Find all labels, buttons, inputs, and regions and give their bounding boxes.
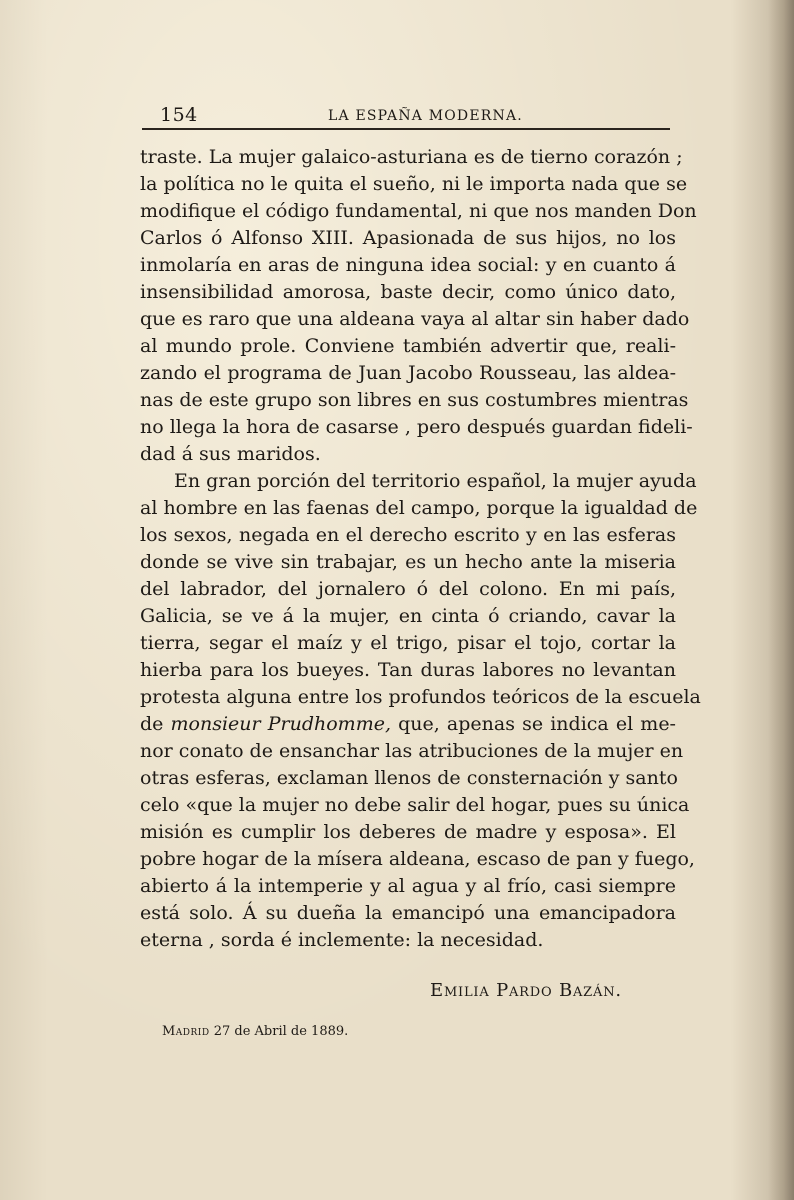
page-header xyxy=(160,98,670,128)
text-line: que es raro que una aldeana vaya al altar sin haber dado xyxy=(140,308,690,330)
text-line: nor conato de ensanchar las atribuciones de la mujer en xyxy=(140,740,684,762)
text-line: misión es cumplir los deberes de madre y esposa». El xyxy=(140,821,676,843)
text-line: otras esferas, exclaman llenos de consternación y santo xyxy=(140,767,678,789)
line-suffix: que, apenas se indica el me- xyxy=(391,713,676,735)
text-line: pobre hogar de la mísera aldeana, escaso de pan y fuego, xyxy=(140,848,695,870)
text-line: abierto á la intemperie y al agua y al frío, casi siempre xyxy=(140,875,676,897)
dateline-date: 27 de Abril de 1889. xyxy=(213,1024,349,1039)
text-line: modifique el código fundamental, ni que nos manden Don xyxy=(140,200,697,222)
author-signature: Emilia Pardo Bazán. xyxy=(430,980,622,1001)
text-line-with-italic xyxy=(140,711,676,738)
dateline-place: Madrid xyxy=(162,1024,210,1039)
text-line: del labrador, del jornalero ó del colono. En mi país, xyxy=(140,578,676,600)
text-line: Carlos ó Alfonso XIII. Apasionada de sus hijos, no los xyxy=(140,227,676,249)
text-line: donde se vive sin trabajar, es un hecho ante la miseria xyxy=(140,551,676,573)
page-edge-shadow xyxy=(768,0,794,1200)
italic-phrase: monsieur Prudhomme, xyxy=(170,713,391,735)
text-line: eterna , sorda é inclemente: la necesidad. xyxy=(140,929,544,951)
text-line: inmolaría en aras de ninguna idea social: y en cuanto á xyxy=(140,254,676,276)
text-line: dad á sus maridos. xyxy=(140,443,321,465)
dateline xyxy=(162,1024,348,1039)
text-line: zando el programa de Juan Jacobo Rousseau, las aldea- xyxy=(140,362,676,384)
text-line: insensibilidad amorosa, baste decir, como único dato, xyxy=(140,281,676,303)
text-line: traste. La mujer galaico-asturiana es de tierno corazón ; xyxy=(140,146,683,168)
page-number: 154 xyxy=(160,104,198,126)
header-rule xyxy=(142,128,670,130)
text-line: la política no le quita el sueño, ni le importa nada que se xyxy=(140,173,688,195)
text-line: no llega la hora de casarse , pero después guardan fideli- xyxy=(140,416,693,438)
text-line: está solo. Á su dueña la emancipó una emancipadora xyxy=(140,902,676,924)
text-line: tierra, segar el maíz y el trigo, pisar el tojo, cortar la xyxy=(140,632,676,654)
body-text xyxy=(140,144,701,954)
text-line: Galicia, se ve á la mujer, en cinta ó criando, cavar la xyxy=(140,605,676,627)
line-prefix: de xyxy=(140,713,171,735)
text-line: al hombre en las faenas del campo, porque la igualdad de xyxy=(140,497,698,519)
text-line: hierba para los bueyes. Tan duras labores no levantan xyxy=(140,659,676,681)
text-line: los sexos, negada en el derecho escrito y en las esferas xyxy=(140,524,676,546)
text-line: protesta alguna entre los profundos teóricos de la escuela xyxy=(140,686,701,708)
text-line: al mundo prole. Conviene también advertir que, reali- xyxy=(140,335,676,357)
text-line: nas de este grupo son libres en sus costumbres mientras xyxy=(140,389,689,411)
text-line: celo «que la mujer no debe salir del hogar, pues su única xyxy=(140,794,690,816)
text-line: En gran porción del territorio español, la mujer ayuda xyxy=(174,470,697,492)
running-title: LA ESPAÑA MODERNA. xyxy=(328,108,523,124)
